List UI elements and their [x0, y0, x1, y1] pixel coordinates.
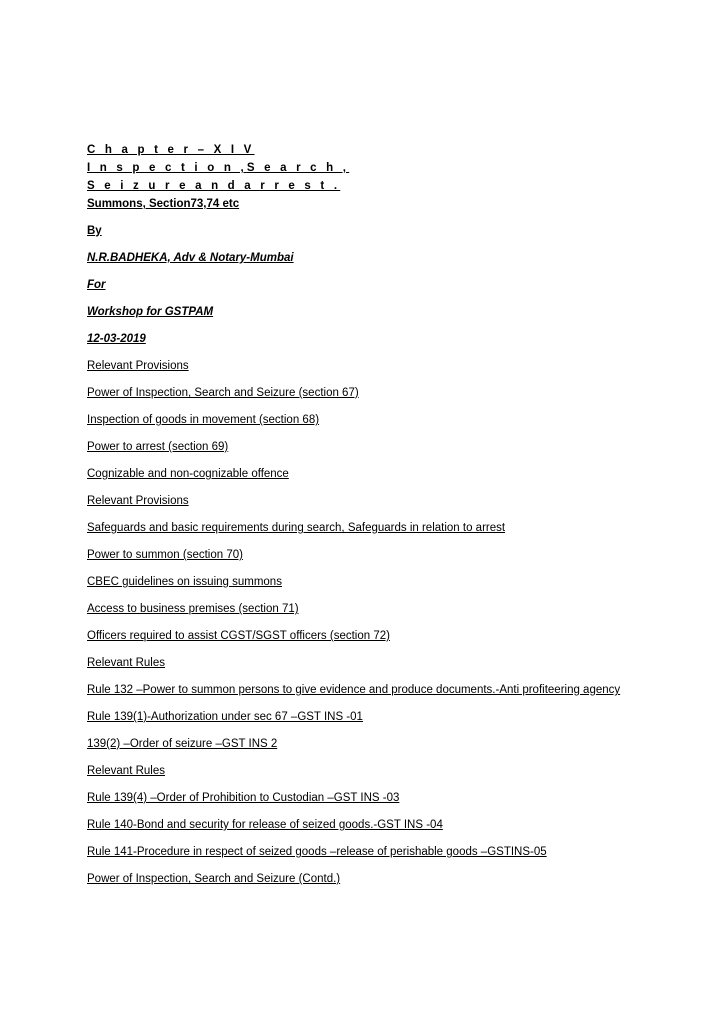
list-item: CBEC guidelines on issuing summons — [87, 576, 282, 588]
list-item: Rule 140-Bond and security for release of seized goods.-GST INS -04 — [87, 819, 443, 831]
heading-search: S e a r c h , — [246, 162, 350, 174]
heading-inspection: I n s p e c t i o n , — [87, 162, 247, 174]
chapter-title: C h a p t e r – X I V — [87, 144, 255, 156]
list-item: Rule 141-Procedure in respect of seized goods –release of perishable goods –GSTINS-05 — [87, 846, 547, 858]
for-label: For — [87, 279, 106, 291]
list-item: Relevant Provisions — [87, 495, 189, 507]
list-item: Relevant Rules — [87, 657, 165, 669]
list-item: Relevant Provisions — [87, 360, 189, 372]
heading-seizure: S e i z u r e a n d a r r e s t . — [87, 180, 341, 192]
list-item: Officers required to assist CGST/SGST officers (section 72) — [87, 630, 390, 642]
event-name: Workshop for GSTPAM — [87, 306, 214, 318]
list-item: Cognizable and non-cognizable offence — [87, 468, 289, 480]
list-item: 139(2) –Order of seizure –GST INS 2 — [87, 738, 278, 750]
heading-summons: Summons, Section73,74 etc — [87, 198, 240, 210]
event-date: 12-03-2019 — [87, 333, 146, 345]
list-item: Inspection of goods in movement (section 68) — [87, 414, 320, 426]
list-item: Rule 139(1)-Authorization under sec 67 –GST INS -01 — [87, 711, 363, 723]
heading-line-inspection-search — [87, 159, 350, 177]
list-item: Power of Inspection, Search and Seizure (section 67) — [87, 387, 359, 399]
list-item: Power to summon (section 70) — [87, 549, 243, 561]
list-item: Rule 132 –Power to summon persons to give evidence and produce documents.-Anti profiteering agency — [87, 684, 621, 696]
by-label: By — [87, 225, 102, 237]
list-item: Rule 139(4) –Order of Prohibition to Custodian –GST INS -03 — [87, 792, 400, 804]
author: N.R.BADHEKA, Adv & Notary-Mumbai — [87, 252, 294, 264]
list-item: Relevant Rules — [87, 765, 165, 777]
list-item: Access to business premises (section 71) — [87, 603, 299, 615]
list-item: Power to arrest (section 69) — [87, 441, 229, 453]
document-body — [87, 141, 647, 888]
list-item: Safeguards and basic requirements during search, Safeguards in relation to arrest — [87, 522, 506, 534]
list-item: Power of Inspection, Search and Seizure (Contd.) — [87, 873, 341, 885]
